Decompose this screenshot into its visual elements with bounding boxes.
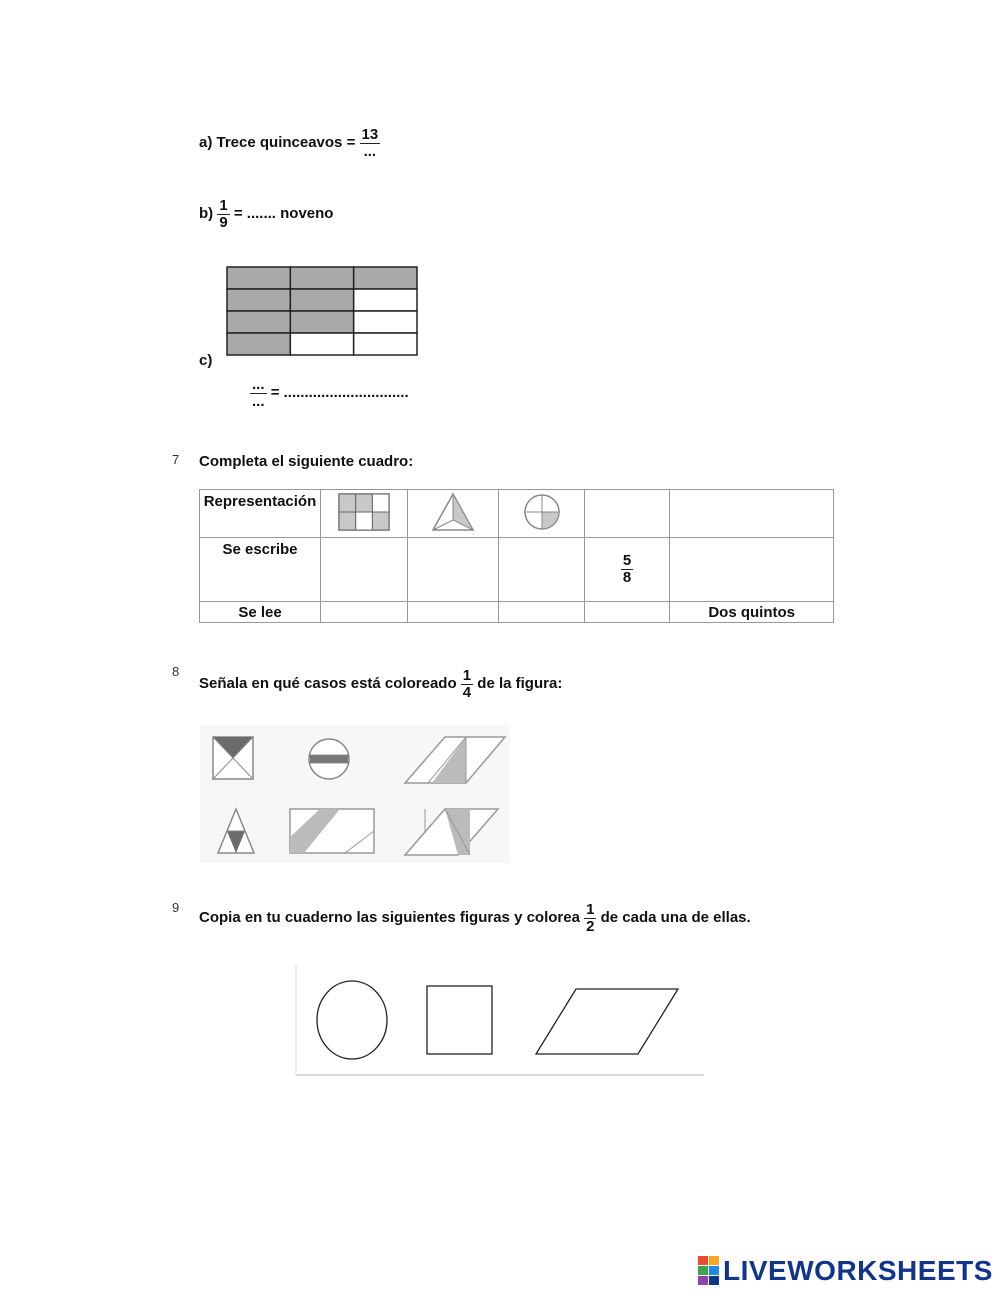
part-a-numerator: 13 <box>361 126 379 143</box>
escribe-cell-5[interactable] <box>670 538 834 602</box>
triangle-figure <box>431 492 475 532</box>
q8-rectangle-figure[interactable] <box>290 809 374 853</box>
part-c-grid <box>226 266 419 356</box>
part-a-fraction <box>360 127 381 160</box>
q8-post: de la figura: <box>477 675 563 693</box>
row-representacion-label: Representación <box>200 490 321 538</box>
lee-cell-dos-quintos: Dos quintos <box>670 602 834 623</box>
grid-cell <box>227 289 290 311</box>
part-b-rest: = ....... noveno <box>233 205 334 223</box>
q7-title: Completa el siguiente cuadro: <box>199 453 414 470</box>
rep-cell-empty-1[interactable] <box>585 490 670 538</box>
q9-square-shape[interactable] <box>427 986 492 1054</box>
logo-blocks-icon <box>698 1256 720 1286</box>
grid-cell <box>227 333 290 355</box>
part-b-label: b) <box>199 205 214 223</box>
q9-number: 9 <box>172 900 180 915</box>
grid-cell <box>354 311 417 333</box>
five-eighths-fraction <box>621 553 633 586</box>
lee-cell-4[interactable] <box>585 602 670 623</box>
q8-denominator: 4 <box>462 683 472 701</box>
part-b <box>199 198 333 231</box>
q8-number: 8 <box>172 664 180 679</box>
part-c-label: c) <box>199 352 213 369</box>
part-b-denominator: 9 <box>219 213 228 231</box>
part-a-denominator: ... <box>363 142 377 160</box>
q9-figures <box>296 965 706 1080</box>
grid-cell <box>354 289 417 311</box>
q8-pre: Señala en qué casos está coloreado <box>199 675 457 693</box>
rep-cell-squares <box>321 490 408 538</box>
q7-table <box>199 489 834 623</box>
q9-instruction <box>199 902 751 935</box>
q8-square-figure[interactable] <box>213 737 253 779</box>
grid-cell <box>227 267 290 289</box>
part-c-rest: = .............................. <box>270 384 409 402</box>
q9-pre: Copia en tu cuaderno las siguientes figuras y colorea <box>199 909 580 927</box>
part-c-answer <box>250 377 409 410</box>
grid-cell <box>290 267 353 289</box>
rep-cell-circle <box>499 490 585 538</box>
logo-text: LIVEWORKSHEETS <box>723 1255 993 1286</box>
grid-cell <box>290 311 353 333</box>
part-c-fraction <box>250 377 267 410</box>
part-a <box>199 127 380 160</box>
lee-cell-2[interactable] <box>408 602 499 623</box>
grid-cell <box>290 289 353 311</box>
square-grid-figure <box>338 493 390 531</box>
q8-figures <box>200 725 510 865</box>
part-c-denominator: ... <box>252 392 265 410</box>
q8-instruction <box>199 668 562 701</box>
q7-number: 7 <box>172 452 180 467</box>
escribe-cell-2[interactable] <box>408 538 499 602</box>
row-se-escribe-label: Se escribe <box>200 538 321 602</box>
q9-fraction <box>584 902 596 935</box>
rep-cell-empty-2[interactable] <box>670 490 834 538</box>
q8-numerator: 1 <box>462 667 472 684</box>
q9-denominator: 2 <box>586 917 595 935</box>
part-b-fraction <box>217 198 229 231</box>
q8-circle-figure[interactable] <box>309 739 349 779</box>
grid-cell <box>290 333 353 355</box>
five-eighths-denominator: 8 <box>622 569 632 586</box>
part-a-label: a) Trece quinceavos = <box>199 134 356 152</box>
q9-circle-shape[interactable] <box>317 981 387 1059</box>
q8-fraction <box>461 668 473 701</box>
q9-parallelogram-shape[interactable] <box>536 989 678 1054</box>
escribe-cell-3[interactable] <box>499 538 585 602</box>
q9-post: de cada una de ellas. <box>600 909 751 927</box>
lee-cell-3[interactable] <box>499 602 585 623</box>
grid-cell <box>227 311 290 333</box>
five-eighths-numerator: 5 <box>622 552 632 570</box>
rep-cell-triangle <box>408 490 499 538</box>
escribe-cell-fraction <box>585 538 670 602</box>
lee-cell-1[interactable] <box>321 602 408 623</box>
part-b-numerator: 1 <box>219 197 228 214</box>
liveworksheets-logo <box>698 1254 993 1288</box>
row-se-lee-label: Se lee <box>200 602 321 623</box>
part-c-numerator: ... <box>252 376 265 393</box>
circle-figure <box>522 492 562 532</box>
escribe-cell-1[interactable] <box>321 538 408 602</box>
q9-numerator: 1 <box>586 901 595 918</box>
grid-cell <box>354 333 417 355</box>
grid-cell <box>354 267 417 289</box>
